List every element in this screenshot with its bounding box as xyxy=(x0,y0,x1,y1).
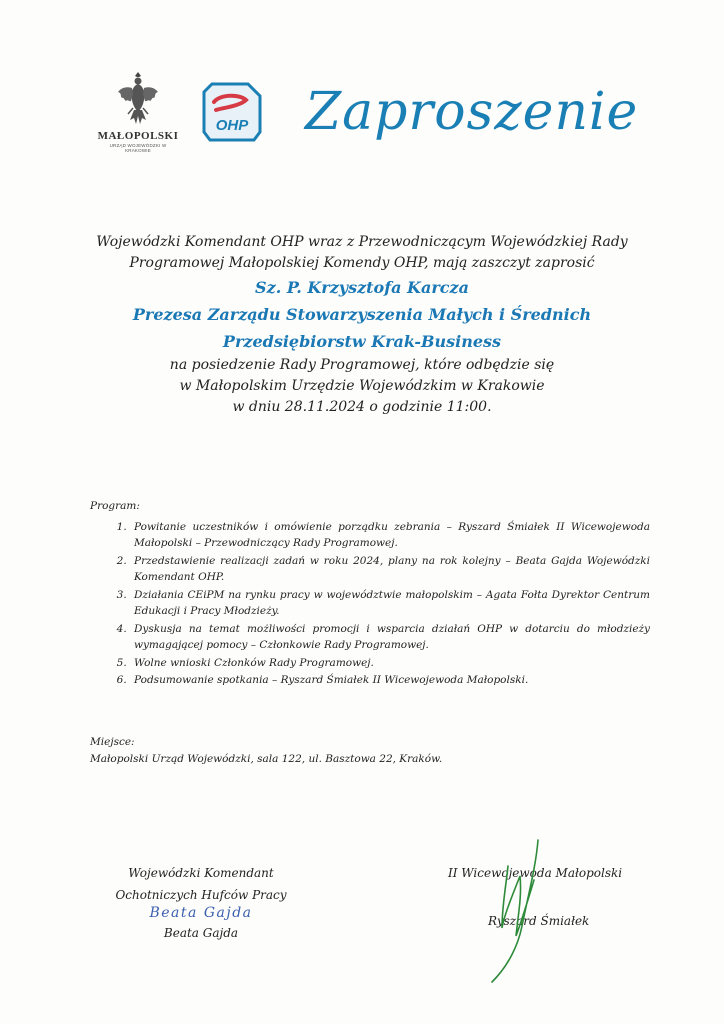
guest-title-1: Prezesa Zarządu Stowarzyszenia Małych i Średnich xyxy=(132,305,592,324)
guest-title-2: Przedsiębiorstw Krak-Business xyxy=(222,332,502,351)
program-section xyxy=(90,498,650,690)
program-item: 3. Działania CEiPM na rynku pracy w województwie małopolskim – Agata Fołta Dyrektor Centrum Edukacji i Pracy Młodzieży. xyxy=(130,587,650,620)
right-role: II Wicewojewoda Małopolski xyxy=(448,866,623,880)
ohp-logo-text: OHP xyxy=(215,117,249,134)
signature-left xyxy=(96,862,306,944)
intro-line-5: w dniu 28.11.2024 o godzinie 11:00. xyxy=(232,399,492,415)
program-item: 6. Podsumowanie spotkania – Ryszard Śmiałek II Wicewojewoda Małopolski. xyxy=(130,672,650,689)
program-item: 1. Powitanie uczestników i omówienie porządku zebrania – Ryszard Śmiałek II Wicewojewoda Małopolski – Przewodniczący Rady Programowej. xyxy=(130,519,650,552)
eagle-emblem-icon xyxy=(116,70,160,128)
malopolska-logo xyxy=(96,70,180,153)
program-list xyxy=(90,519,650,689)
program-item: 5. Wolne wnioski Członków Rady Programowej. xyxy=(130,655,650,672)
malopolska-name: MAŁOPOLSKI xyxy=(97,130,179,142)
ohp-logo-icon xyxy=(200,80,264,144)
intro-line-2: Programowej Małopolskiej Komendy OHP, mają zaszczyt zaprosić xyxy=(129,255,595,271)
place-section xyxy=(90,734,442,768)
malopolska-subtitle: URZĄD WOJEWÓDZKI W KRAKOWIE xyxy=(109,143,167,153)
intro-line-3: na posiedzenie Rady Programowej, które odbędzie się xyxy=(169,357,555,373)
right-name: Ryszard Śmiałek xyxy=(488,914,590,928)
program-item: 4. Dyskusja na temat możliwości promocji i wsparcia działań OHP w dotarciu do młodzieży wymagającej pomocy – Członkowie Rady Programowej. xyxy=(130,621,650,654)
guest-name: Sz. P. Krzysztofa Karcza xyxy=(255,278,469,297)
program-label: Program: xyxy=(90,500,140,512)
place-value: Małopolski Urząd Wojewódzki, sala 122, ul. Basztowa 22, Kraków. xyxy=(90,753,443,765)
handwritten-signature-right-icon xyxy=(478,836,558,986)
program-item: 2. Przedstawienie realizacji zadań w roku 2024, plany na rok kolejny – Beata Gajda Wojewódzki Komendant OHP. xyxy=(130,553,650,586)
intro-line-4: w Małopolskim Urzędzie Wojewódzkim w Krakowie xyxy=(179,378,545,394)
left-name: Beata Gajda xyxy=(163,926,239,940)
intro-block xyxy=(60,232,664,418)
handwritten-signature-left: Beata Gajda xyxy=(149,905,253,921)
place-label: Miejsce: xyxy=(90,736,135,748)
left-role-2: Ochotniczych Hufców Pracy xyxy=(115,888,287,902)
page-title: Zaproszenie xyxy=(305,82,639,142)
intro-line-1: Wojewódzki Komendant OHP wraz z Przewodniczącym Wojewódzkiej Rady xyxy=(96,234,628,250)
left-role-1: Wojewódzki Komendant xyxy=(128,866,274,880)
